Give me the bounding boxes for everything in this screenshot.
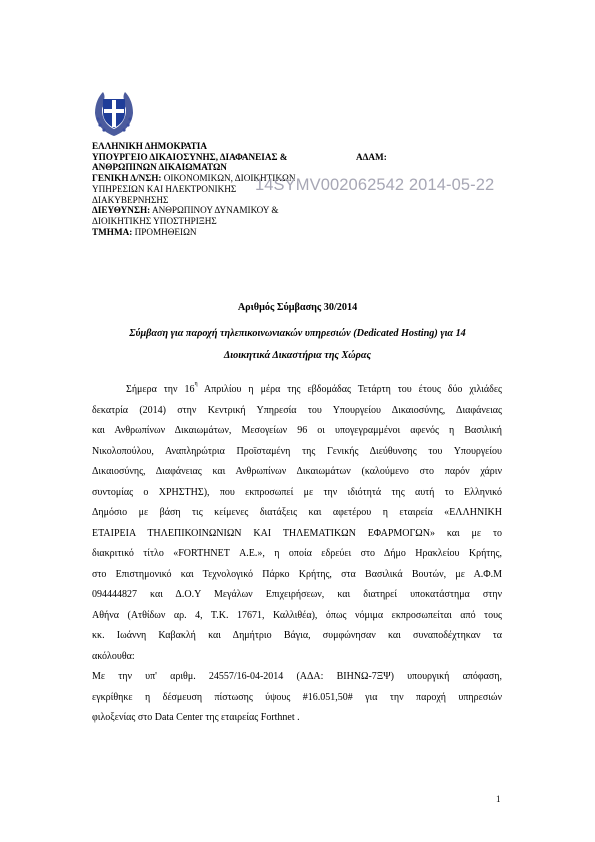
body-line: και Ανθρωπίνων Δικαιωμάτων, Μεσογείων 96 οι υπογεγραμμένοι αφενός η Βασιλική (92, 425, 502, 436)
greek-republic-emblem (93, 89, 135, 137)
body-line: ακόλουθα: (92, 650, 135, 662)
contract-title-line1: Σύμβαση για παροχή τηλεπικοινωνιακών υπηρεσιών (Dedicated Hosting) για 14 (129, 328, 466, 339)
body-line: ΕΤΑΙΡΕΙΑ ΤΗΛΕΠΙΚΟΙΝΩΝΙΩΝ ΚΑΙ ΤΗΛΕΜΑΤΙΚΩΝ ΕΦΑΡΜΟΓΩΝ» και με το (92, 527, 502, 539)
body-line: Αθήνα (Ατθίδων αρ. 4, Τ.Κ. 17671, Καλλιθέα), όπως νόμιμα εκπροσωπείται από τους (92, 609, 502, 621)
body-line: Νικολοπούλου, Αναπληρώτρια Προϊσταμένη της Γενικής Διεύθυνσης του Υπουργείου (92, 445, 502, 457)
body-line: Δικαιοσύνης, Διαφάνειας και Ανθρωπίνων Δικαιωμάτων (καλούμενο στο παρόν χάριν (92, 466, 502, 477)
gd-label: ΓΕΝΙΚΗ Δ/ΝΣΗ: (92, 173, 162, 184)
contract-title (0, 328, 595, 339)
header-ministry-cont: ΑΝΘΡΩΠΙΝΩΝ ΔΙΚΑΙΩΜΑΤΩΝ (92, 162, 227, 173)
body-line: κκ. Ιωάννη Καβακλή και Δημήτριο Βάγια, συμφώνησαν και συναποδέχτηκαν τα (92, 630, 502, 641)
body-line: στο Επιστημονικό και Τεχνολογικό Πάρκο Κρήτης, στα Βασιλικά Βουτών, με Α.Φ.Μ (92, 568, 502, 580)
page-number: 1 (496, 794, 501, 804)
body-line: εγκρίθηκε η δέσμευση πίστωσης ύψους #16.051,50# για την παροχή υπηρεσιών (92, 691, 502, 703)
body-line: συντομίας ο ΧΡΗΣΤΗΣ), που εκπροσωπεί με την ιδιότητά της αυτή το Ελληνικό (92, 486, 502, 498)
tm-value: ΠΡΟΜΗΘΕΙΩΝ (134, 226, 197, 237)
contract-body (92, 380, 502, 729)
dir-label: ΔΙΕΥΘΥΝΣΗ: (92, 205, 151, 216)
document-watermark: 14SYMV002062542 2014-05-22 (255, 176, 495, 194)
body-line: δεκατρία (2014) στην Κεντρική Υπηρεσία του Υπουργείου Δικαιοσύνης, Διαφάνειας (92, 404, 502, 416)
body-line: Σήμερα την $16^\eta$ Απριλίου η μέρα της εβδομάδας Τετάρτη του έτους δύο χιλιάδες (126, 381, 503, 395)
header-department (92, 227, 197, 238)
gd-value: ΟΙΚΟΝΟΜΙΚΩΝ, ΔΙΟΙΚΗΤΙΚΩΝ (163, 173, 296, 184)
header-dir-line2: ΔΙΟΙΚΗΤΙΚΗΣ ΥΠΟΣΤΗΡΙΞΗΣ (92, 215, 217, 226)
header-ministry: ΥΠΟΥΡΓΕΙΟ ΔΙΚΑΙΟΣΥΝΗΣ, ΔΙΑΦΑΝΕΙΑΣ & (92, 151, 288, 162)
contract-number: Αριθμός Σύμβασης 30/2014 (237, 302, 358, 313)
body-line: διακριτικό τίτλο «FORTHNET Α.Ε.», η οποία εδρεύει στο Δήμο Ηρακλείου Κρήτης, (92, 548, 502, 559)
tm-label: ΤΜΗΜΑ: (92, 226, 133, 237)
contract-title-line2: Διοικητικά Δικαστήρια της Χώρας (223, 350, 372, 361)
dir-value: ΑΝΘΡΩΠΙΝΟΥ ΔΥΝΑΜΙΚΟΥ & (151, 205, 279, 216)
body-line: 094444827 και Δ.Ο.Υ Μεγάλων Επιχειρήσεων, και διατηρεί υποκατάστημα στην (92, 589, 502, 600)
header-country: ΕΛΛΗΝΙΚΗ ΔΗΜΟΚΡΑΤΙΑ (92, 141, 207, 151)
header-directorate (92, 205, 279, 216)
header-gd-line3: ΔΙΑΚΥΒΕΡΝΗΣΗΣ (92, 194, 169, 205)
body-line: Με την υπ' αριθμ. 24557/16-04-2014 (ΑΔΑ: ΒΙΗΝΩ-7ΞΨ) υπουργική απόφαση, (92, 671, 502, 682)
body-line: Δημόσιο με βάση τις κείμενες διατάξεις και αφετέρου η εταιρεία «ΕΛΛΗΝΙΚΗ (92, 507, 502, 518)
body-line: φιλοξενίας στο Data Center της εταιρείας Forthnet . (92, 712, 300, 723)
header-gd-line2: ΥΠΗΡΕΣΙΩΝ ΚΑΙ ΗΛΕΚΤΡΟΝΙΚΗΣ (92, 183, 237, 194)
header-ada-label: ΑΔΑΜ: (356, 151, 387, 162)
